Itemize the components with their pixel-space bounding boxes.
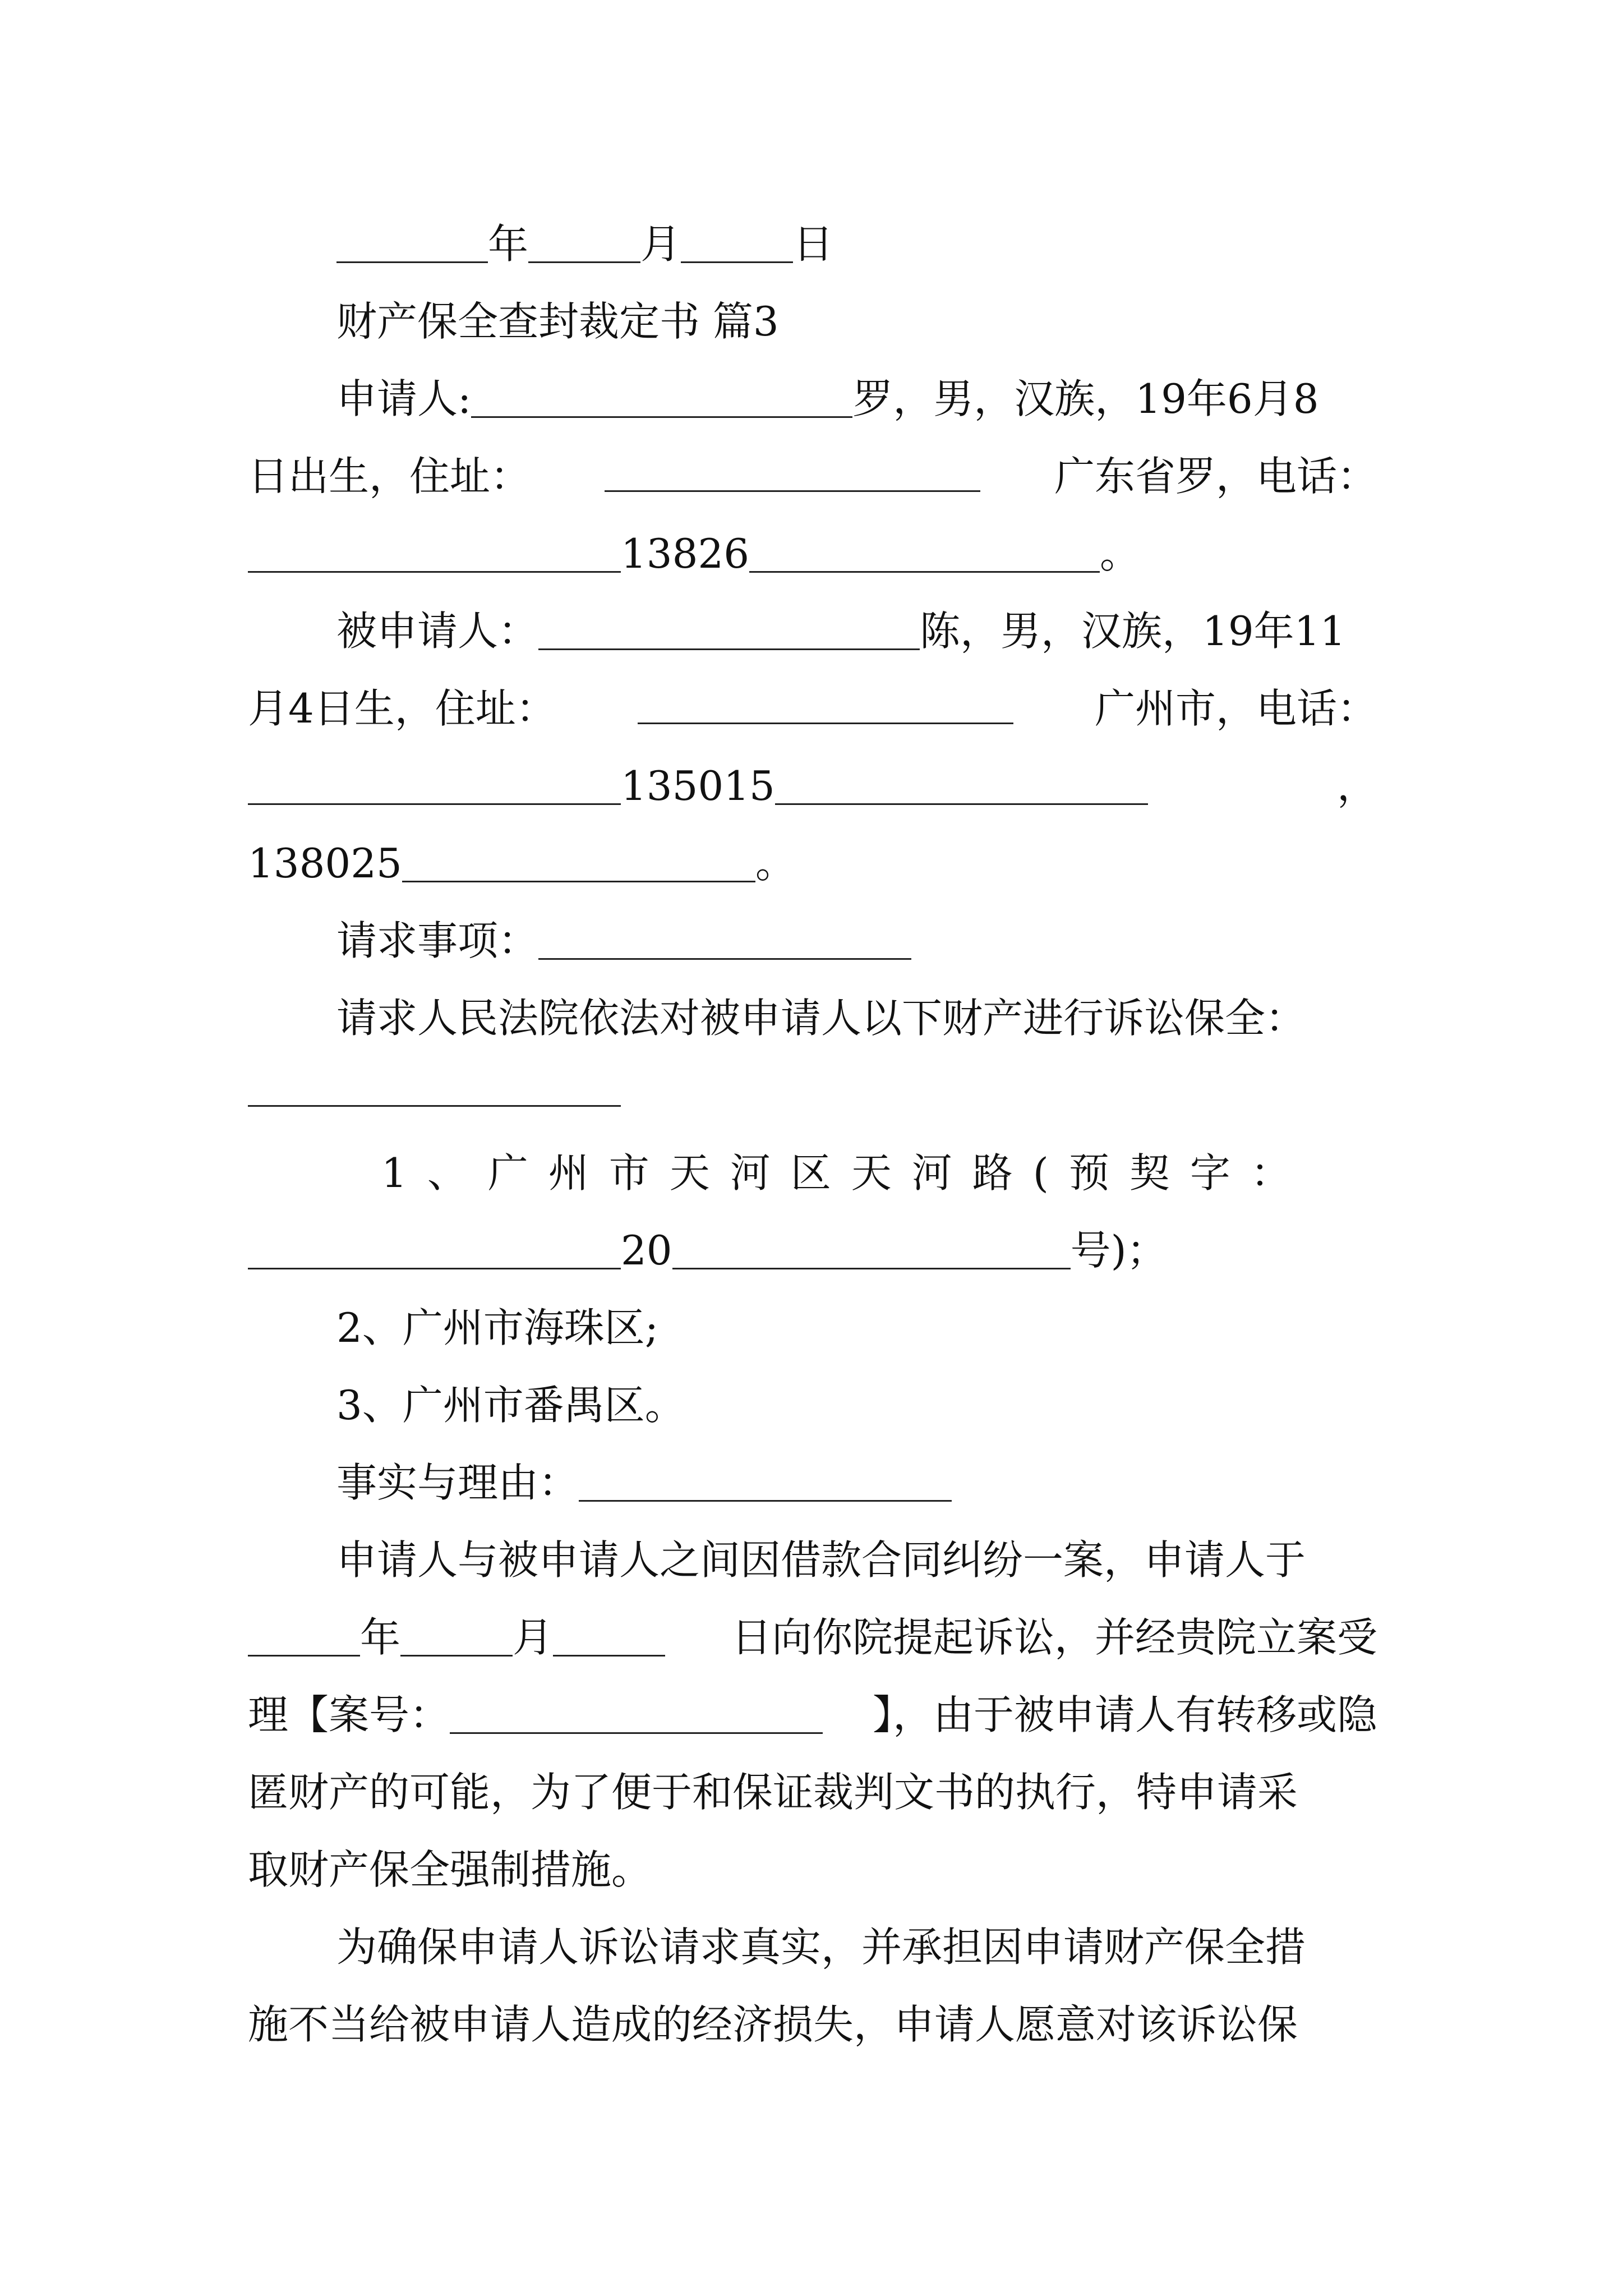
- respondent-phone-blank-b: [775, 765, 1148, 804]
- request-item-3: 3、广州市番禺区。: [336, 1382, 685, 1429]
- request-label-line: [336, 917, 911, 965]
- facts-label: 事实与理由：: [336, 1459, 579, 1506]
- facts-p1-line-4: 匿财产的可能，为了便于和保证裁判文书的执行，特申请采: [248, 1769, 1298, 1816]
- facts-p2-line-1: 为确保申请人诉讼请求真实，并承担因申请财产保全措: [336, 1924, 1306, 1971]
- respondent-info: 陈，男，汉族，19年11: [920, 608, 1346, 655]
- request-label: 请求事项：: [336, 917, 539, 964]
- applicant-line-2: [248, 452, 1377, 500]
- applicant-end: 。: [1100, 530, 1141, 577]
- facts-p1-line-2: [248, 1613, 1377, 1662]
- day-label: 日: [793, 220, 834, 268]
- month-label: 月: [640, 220, 681, 268]
- case-number-blank: [450, 1694, 823, 1733]
- applicant-address-blank: [605, 452, 980, 492]
- date-line: [336, 220, 833, 268]
- applicant-phone-blank-b: [749, 532, 1100, 572]
- respondent-line-3: [248, 762, 1377, 810]
- year-blank: [336, 223, 488, 263]
- applicant-label: 申请人:: [336, 375, 472, 422]
- facts-label-line: [336, 1458, 952, 1507]
- applicant-address-phone: 广东省罗，电话：: [1054, 453, 1377, 500]
- request-item-1-cont: [248, 1226, 1167, 1274]
- respondent-phone-2: 138025: [248, 840, 402, 887]
- applicant-line-1: [336, 375, 1319, 423]
- respondent-address-phone: 广州市，电话：: [1094, 685, 1377, 732]
- facts-label-blank: [579, 1461, 952, 1501]
- day-blank: [681, 223, 793, 263]
- month-blank: [528, 223, 640, 263]
- item1-num: 20: [621, 1227, 672, 1274]
- respondent-phone-blank-a: [248, 765, 621, 804]
- respondent-line-2: [248, 684, 1377, 733]
- facts-p1-line-3-text: 】，由于被申请人有转移或隐: [872, 1691, 1377, 1738]
- respondent-end: 。: [755, 840, 796, 887]
- case-number-label: 理【案号：: [248, 1691, 450, 1738]
- request-text: 请求人民法院依法对被申请人以下财产进行诉讼保全：: [336, 995, 1306, 1042]
- facts-day-blank: [553, 1616, 665, 1656]
- document-title: 财产保全查封裁定书 篇3: [336, 298, 779, 345]
- facts-p1-line-3: [248, 1691, 1377, 1739]
- respondent-birth-address: 月4日生，住址：: [248, 685, 556, 732]
- item1-blank-a: [248, 1229, 621, 1269]
- facts-month: 月: [513, 1614, 554, 1661]
- request-label-blank: [538, 919, 911, 959]
- request-blank-line: [248, 1105, 621, 1107]
- applicant-info: 罗，男，汉族，19年6月8: [852, 375, 1319, 422]
- facts-month-blank: [400, 1616, 513, 1656]
- applicant-line-3: [248, 530, 1140, 578]
- respondent-address-blank: [638, 684, 1013, 724]
- request-item-2: 2、广州市海珠区;: [336, 1304, 659, 1351]
- request-item-1-text: 1、广州市天河区天河路(预契字：: [381, 1149, 1311, 1197]
- year-label: 年: [488, 220, 529, 268]
- respondent-phone-1: 135015: [621, 762, 775, 809]
- respondent-phone-blank-c: [402, 842, 755, 882]
- applicant-phone-blank-a: [248, 532, 621, 572]
- respondent-label: 被申请人：: [336, 608, 539, 655]
- facts-year: 年: [360, 1614, 401, 1661]
- item1-end: 号)；: [1070, 1227, 1167, 1274]
- respondent-line-4: [248, 839, 796, 887]
- respondent-name-blank: [538, 610, 920, 650]
- facts-year-blank: [248, 1616, 360, 1656]
- facts-p1-line-2-text: 日向你院提起诉讼，并经贵院立案受: [731, 1614, 1377, 1661]
- respondent-line-1: [336, 607, 1345, 655]
- facts-p1-line-5: 取财产保全强制措施。: [248, 1846, 652, 1893]
- applicant-birth-address: 日出生，住址：: [248, 453, 531, 500]
- applicant-phone: 13826: [621, 530, 750, 577]
- request-item-1: [381, 1149, 1377, 1197]
- respondent-comma: ，: [1336, 762, 1377, 809]
- item1-blank-b: [672, 1229, 1071, 1269]
- facts-p1-line-1: 申请人与被申请人之间因借款合同纠纷一案，申请人于: [336, 1536, 1306, 1584]
- facts-p2-line-2: 施不当给被申请人造成的经济损失，申请人愿意对该诉讼保: [248, 2001, 1298, 2048]
- applicant-name-blank: [471, 378, 852, 417]
